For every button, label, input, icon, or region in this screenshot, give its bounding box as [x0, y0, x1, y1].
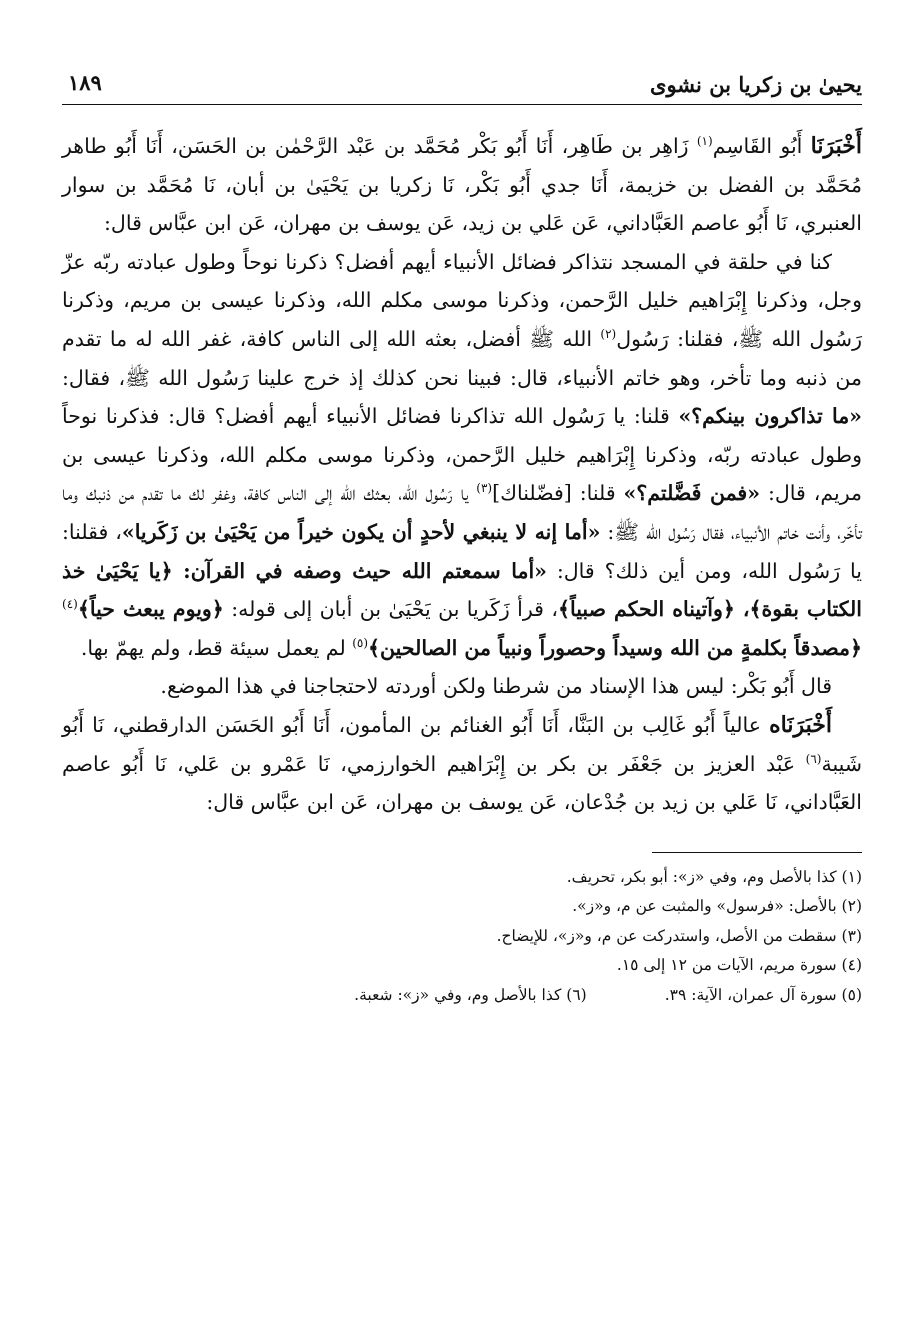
paragraph-2 [62, 243, 862, 668]
quran-verse: ﴿ويوم يبعث حياً﴾ [77, 597, 224, 622]
book-page [62, 70, 862, 1010]
footnote-ref-2[interactable]: (٢) [600, 327, 617, 342]
text-span: قلنا: يا رَسُول الله تذاكرنا فضائل الأنبياء أيهم أفضل؟ قال: فذكرنا نوحاً وطول عبادته ربّه، وذكرنا إِبْرَاهيم خليل الرَّحمن، وذكرنا موسى مكلم الله، وذكرنا عيسى بن مريم، قال: [62, 404, 862, 506]
footnote-row [62, 981, 862, 1011]
transmission-lead: أَخْبَرَنَا [810, 133, 862, 159]
main-text [62, 127, 862, 822]
text-span: عَبْد العزيز بن جَعْفَر بن بكر بن إِبْرَاهيم الخوارزمي، نَا عَمْرو بن عَلي، نَا أَبُو عاصم العَبَّاداني، نَا عَلي بن زيد بن جُدْعان، عَن يوسف بن مهران، عَن ابن عبَّاس قال: [62, 751, 862, 815]
footnote-ref-4[interactable]: (٤) [62, 597, 78, 612]
transmission-lead: أَخْبَرَنَاه [769, 711, 832, 738]
prophet-quote: «ما تذاكرون بينكم؟» [678, 404, 862, 429]
footnote-divider [652, 852, 862, 853]
page-number: ١٨٩ [68, 70, 102, 95]
footnote-ref-6[interactable]: (٦) [805, 751, 822, 766]
text-span: أَبُو القَاسِم [712, 134, 811, 158]
footnote-ref-1[interactable]: (١) [696, 134, 713, 149]
paragraph-4 [62, 706, 862, 822]
text-span: ، فقلنا: يا رَسُول الله، ومن أين ذلك؟ قال: [62, 519, 862, 583]
prophet-quote: «أما سمعتم الله حيث وصفه في القرآن: ﴿يا يَحْيَىٰ خذ الكتاب بقوة﴾، ﴿وآتيناه الحكم صبياً﴾ [62, 558, 862, 622]
footnote-2: (٢) بالأصل: «فرسول» والمثبت عن م، و«ز». [572, 897, 862, 916]
footnotes [62, 863, 862, 1011]
text-span: ، قرأ زَكَريا بن يَحْيَىٰ بن أبان إلى قوله: [223, 597, 558, 622]
running-title: يحيىٰ بن زكريا بن نشوى [650, 72, 862, 97]
footnote-5: (٥) سورة آل عمران، الآية: ٣٩. [664, 985, 862, 1004]
footnote-ref-3[interactable]: (٣) [476, 481, 493, 496]
text-span: يا رَسُول الله، بعثك الله إلى الناس كافة، وغفر لك ما تقدم من ذنبك وما تأخّر، وأنت خاتم الأنبياء، فقال رَسُول الله ﷺ: [62, 481, 862, 544]
footnote-ref-5[interactable]: (٥) [352, 635, 369, 650]
prophet-quote: «فمن فَضَّلتم؟» [623, 481, 761, 506]
text-span: عالياً أَبُو غَالِب بن البَنَّا، أَنَا أَبُو الغنائم بن المأمون، أَنَا أَبُو الحَسَن الدارقطني، نَا أَبُو شَيبة [62, 712, 862, 776]
text-span: قلنا: [فضّلناك] [492, 481, 624, 506]
paragraph-3: قال أَبُو بَكْر: ليس هذا الإسناد من شرطنا ولكن أوردته لاحتجاجنا في هذا الموضع. [160, 674, 832, 699]
text-span: زَاهِر بن طَاهِر، أَنَا أَبُو بَكْر مُحَمَّد بن عَبْد الرَّحْمٰن بن الحَسَن، أَنَا أَبُو طاهر مُحَمَّد بن الفضل بن خزيمة، أَنَا جدي أَبُو بَكْر، نَا زكريا بن يَحْيَىٰ بن أبان، نَا مُحَمَّد بن سوار العنبري، نَا أَبُو عاصم العَبَّاداني، عَن عَلي بن زيد، عَن يوسف بن مهران، عَن ابن عبَّاس قال: [62, 134, 862, 236]
footnote-1: (١) كذا بالأصل وم، وفي «ز»: أبو بكر، تحريف. [566, 867, 862, 886]
text-span: كنا في حلقة في المسجد نتذاكر فضائل الأنبياء أيهم أفضل؟ ذكرنا نوحاً وطول عبادته ربّه عزّ وجل، وذكرنا إِبْرَاهيم خليل الرَّحمن، وذكرنا موسى مكلم الله، وذكرنا عيسى بن مريم، وذكرنا رَسُول الله ﷺ، فقلنا: رَسُول [62, 249, 862, 351]
text-span: الله ﷺ أفضل، بعثه الله إلى الناس كافة، غفر الله له ما تقدم من ذنبه وما تأخر، وهو خاتم الأنبياء، قال: فبينا نحن كذلك إذ خرج علينا رَسُول الله ﷺ، فقال: [62, 326, 862, 390]
page-header [62, 70, 862, 105]
quran-verse: ﴿مصدقاً بكلمةٍ من الله وسيداً وحصوراً ونبياً من الصالحين﴾ [368, 635, 862, 660]
prophet-quote: «أما إنه لا ينبغي لأحدٍ أن يكون خيراً من يَحْيَىٰ بن زَكَريا» [121, 519, 601, 544]
paragraph-1 [62, 127, 862, 243]
footnote-4: (٤) سورة مريم، الآيات من ١٢ إلى ١٥. [616, 956, 862, 975]
footnote-3: (٣) سقطت من الأصل، واستدركت عن م، و«ز»، للإيضاح. [496, 926, 862, 945]
text-span: لم يعمل سيئة قط، ولم يهمّ بها. [80, 635, 353, 660]
footnote-6: (٦) كذا بالأصل وم، وفي «ز»: شعبة. [354, 985, 587, 1004]
